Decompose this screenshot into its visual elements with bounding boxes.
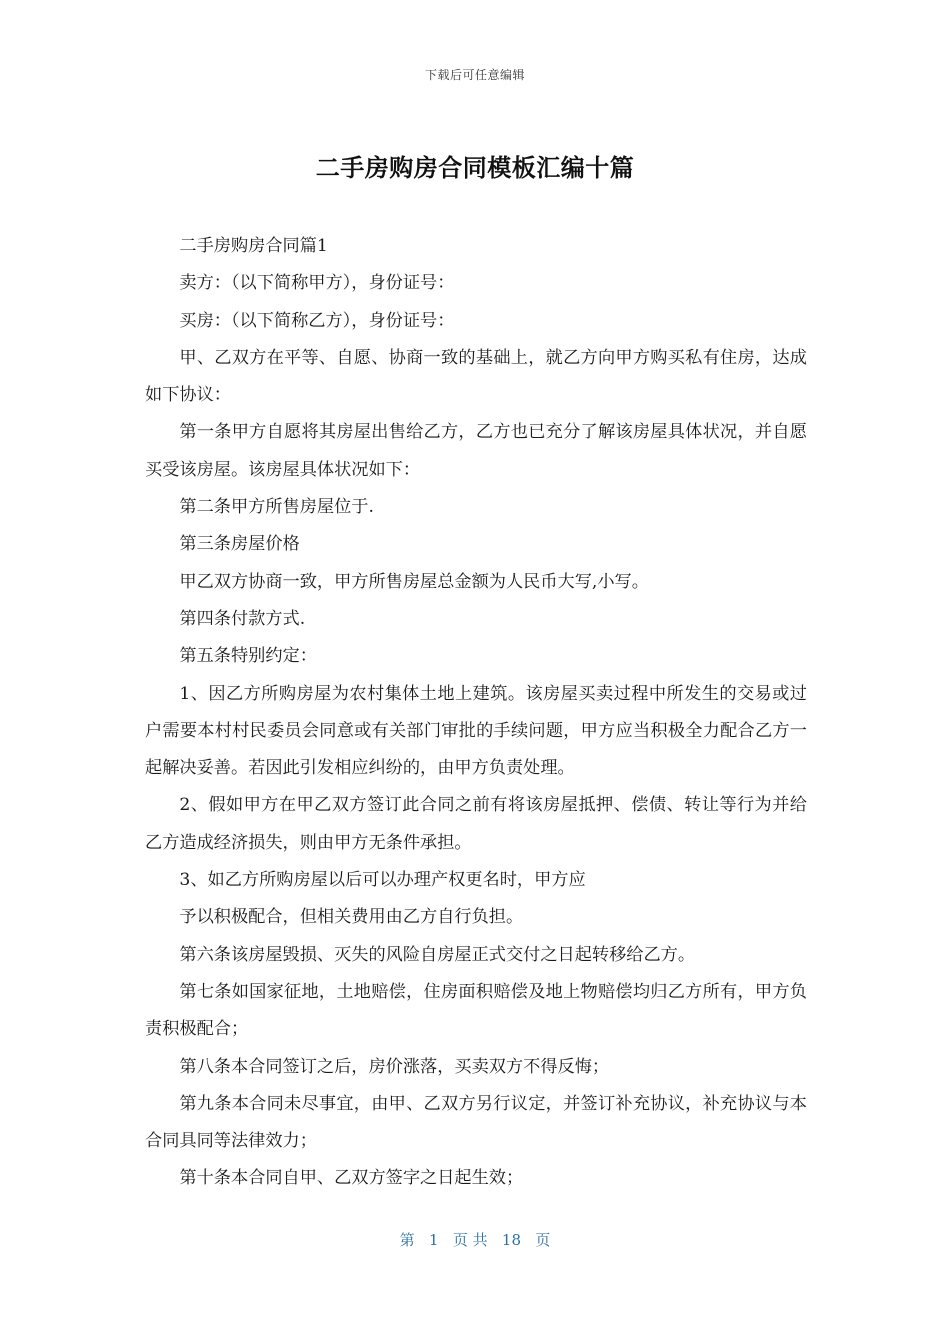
footer-middle: 页 共 <box>452 1231 488 1249</box>
article-10: 第十条本合同自甲、乙双方签字之日起生效； <box>179 1168 524 1189</box>
document-body <box>145 228 807 1198</box>
article-3-body: 甲乙双方协商一致，甲方所售房屋总金额为人民币大写,小写。 <box>179 571 649 592</box>
article-5-heading: 第五条特别约定： <box>179 646 317 667</box>
section-heading: 二手房购房合同篇1 <box>179 236 328 256</box>
article-7: 第七条如国家征地，土地赔偿，住房面积赔偿及地上物赔偿均归乙方所有，甲方负责积极配合； <box>145 981 807 1040</box>
footer-prefix: 第 <box>399 1231 415 1249</box>
article-5-item-2: 2、假如甲方在甲乙双方签订此合同之前有将该房屋抵押、偿债、转让等行为并给乙方造成经济损失，则由甲方无条件承担。 <box>145 795 807 853</box>
seller-line: 卖方：（以下简称甲方），身份证号： <box>179 273 455 294</box>
article-4: 第四条付款方式. <box>179 608 306 629</box>
preamble-paragraph: 甲、乙双方在平等、自愿、协商一致的基础上，就乙方向甲方购买私有住房，达成如下协议： <box>145 347 807 406</box>
document-title: 二手房购房合同模板汇编十篇 <box>315 154 635 182</box>
article-2: 第二条甲方所售房屋位于. <box>179 497 374 518</box>
article-6: 第六条该房屋毁损、灭失的风险自房屋正式交付之日起转移给乙方。 <box>179 944 696 965</box>
article-8: 第八条本合同签订之后，房价涨落，买卖双方不得反悔； <box>179 1056 610 1077</box>
footer-suffix: 页 <box>535 1231 551 1249</box>
page-number-total: 18 <box>501 1231 522 1249</box>
article-5-item-1: 1、因乙方所购房屋为农村集体土地上建筑。该房屋买卖过程中所发生的交易或过户需要本村村民委员会同意或有关部门审批的手续问题，甲方应当积极全力配合乙方一起解决妥善。若因此引发相应纠纷的，由甲方负责处理。 <box>145 683 807 779</box>
page-number-current: 1 <box>428 1231 439 1249</box>
buyer-line: 买房：（以下简称乙方），身份证号： <box>179 310 455 331</box>
article-3-heading: 第三条房屋价格 <box>179 534 300 555</box>
article-1: 第一条甲方自愿将其房屋出售给乙方，乙方也已充分了解该房屋具体状况，并自愿买受该房屋。该房屋具体状况如下： <box>145 422 807 480</box>
article-5-item-3-cont: 予以积极配合，但相关费用由乙方自行负担。 <box>179 907 524 928</box>
article-9: 第九条本合同未尽事宜，由甲、乙双方另行议定，并签订补充协议，补充协议与本合同具同等法律效力； <box>145 1093 807 1152</box>
page-footer <box>0 1229 950 1250</box>
header-note: 下载后可任意编辑 <box>424 68 525 82</box>
article-5-item-3: 3、如乙方所购房屋以后可以办理产权更名时，甲方应 <box>179 870 586 891</box>
